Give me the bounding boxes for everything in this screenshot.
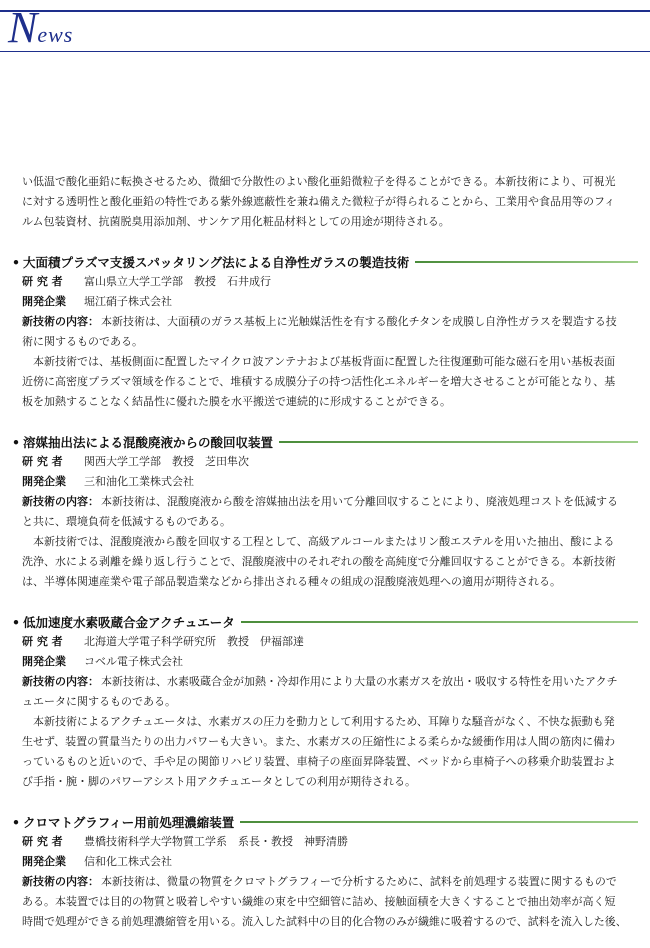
- researcher-row: [22, 632, 628, 652]
- content-line: [22, 512, 628, 532]
- content-line: [22, 312, 628, 332]
- company-value: 三和油化工業株式会社: [84, 475, 194, 488]
- content-text: 術に関するものである。: [22, 335, 143, 348]
- masthead: [0, 0, 650, 60]
- news-item-title-text: クロマトグラフィー用前処理濃縮装置: [23, 815, 235, 830]
- title-rule: [279, 441, 638, 443]
- content-text: 時間で処理ができる前処理濃縮管を用いる。流入した試料中の目的化合物のみが繊維に吸着するので、試料を流入した後、: [22, 915, 627, 928]
- content-line: [22, 672, 628, 692]
- content-text: 本新技術は、水素吸蔵合金が加熱・冷却作用により大量の水素ガスを放出・吸収する特性を用いたアクチ: [101, 675, 618, 688]
- intro-line: ルム包装資材、抗菌脱臭用添加剤、サンケア用化粧品材料としての用途が期待される。: [22, 215, 450, 228]
- news-item: [0, 812, 650, 932]
- content-label: 新技術の内容：: [22, 675, 99, 688]
- researcher-row: [22, 272, 628, 292]
- researcher-label: 研 究 者: [22, 275, 63, 288]
- intro-line: に対する透明性と酸化亜鉛の特性である紫外線遮蔽性を兼ね備えた微粒子が得られることから、工業用や食品用等のフィ: [22, 195, 616, 208]
- content-text: ある。本装置では目的の物質と吸着しやすい繊維の束を中空細管に詰め、接触面積を大きくすることで抽出効率が高く短: [22, 895, 616, 908]
- company-label: 開発企業: [22, 295, 66, 308]
- researcher-value: 豊橋技術科学大学物質工学系 系長・教授 神野清勝: [84, 835, 348, 848]
- content-line: [22, 872, 628, 892]
- logo-initial: N: [8, 3, 38, 52]
- body-line: び手指・腕・脚のパワーアシスト用アクチュエータとしての利用が期待される。: [22, 775, 417, 788]
- content-label: 新技術の内容：: [22, 875, 99, 888]
- content-label: 新技術の内容：: [22, 495, 99, 508]
- company-value: コベル電子株式会社: [84, 655, 183, 668]
- company-row: [22, 472, 628, 492]
- content-text: と共に、環境負荷を低減するものである。: [22, 515, 231, 528]
- top-rule: [0, 10, 650, 12]
- news-item: [0, 252, 650, 412]
- body-line: 板を加熱することなく結晶性に優れた膜を水平搬送で連続的に形成することができる。: [22, 395, 451, 408]
- researcher-label: 研 究 者: [22, 455, 63, 468]
- title-rule: [241, 621, 638, 623]
- content-line: [22, 492, 628, 512]
- researcher-value: 富山県立大学工学部 教授 石井成行: [84, 275, 271, 288]
- masthead-underline: [0, 51, 650, 52]
- bullet-icon: •: [12, 434, 20, 450]
- body-line: っているものと近いので、手や足の関節リハビリ装置、車椅子の座面昇降装置、ベッドから車椅子への移乗介助装置およ: [22, 755, 616, 768]
- news-item-title: [12, 612, 638, 632]
- news-item-title: [12, 812, 638, 832]
- intro-paragraph: [0, 172, 650, 232]
- company-row: [22, 652, 628, 672]
- news-item: [0, 612, 650, 792]
- news-item-title-text: 大面積プラズマ支援スパッタリング法による自浄性ガラスの製造技術: [23, 255, 410, 270]
- content-line: [22, 332, 628, 352]
- content-line: [22, 892, 628, 912]
- body-line: は、半導体関連産業や電子部品製造業などから排出される種々の組成の混酸廃液処理への適用が期待される。: [22, 575, 561, 588]
- company-value: 堀江硝子株式会社: [84, 295, 172, 308]
- title-rule: [240, 821, 638, 823]
- content-text: 本新技術は、微量の物質をクロマトグラフィーで分析するために、試料を前処理する装置に関するもので: [101, 875, 617, 888]
- title-rule: [415, 261, 638, 263]
- body-line: 本新技術では、混酸廃液から酸を回収する工程として、高級アルコールまたはリン酸エステルを用いた抽出、酸による: [33, 535, 615, 548]
- news-logo: [8, 3, 74, 52]
- logo-rest: ews: [37, 22, 74, 47]
- news-item: [0, 432, 650, 592]
- company-value: 信和化工株式会社: [84, 855, 172, 868]
- content-text: ュエータに関するものである。: [22, 695, 176, 708]
- body-line: 洗浄、水による剥離を繰り返し行うことで、混酸廃液中のそれぞれの酸を高純度で分離回収することができる。本新技術: [22, 555, 616, 568]
- researcher-label: 研 究 者: [22, 635, 63, 648]
- content-label: 新技術の内容：: [22, 315, 99, 328]
- researcher-label: 研 究 者: [22, 835, 63, 848]
- news-item-title: [12, 432, 638, 452]
- company-row: [22, 852, 628, 872]
- company-label: 開発企業: [22, 655, 66, 668]
- researcher-value: 北海道大学電子科学研究所 教授 伊福部達: [84, 635, 304, 648]
- body-line: 生せず、装置の質量当たりの出力パワーも大きい。また、水素ガスの圧縮性による柔らかな緩衝作用は人間の筋肉に備わ: [22, 735, 616, 748]
- content-text: 本新技術は、混酸廃液から酸を溶媒抽出法を用いて分離回収することにより、廃液処理コストを低減する: [101, 495, 618, 508]
- researcher-value: 関西大学工学部 教授 芝田隼次: [84, 455, 249, 468]
- researcher-row: [22, 452, 628, 472]
- researcher-row: [22, 832, 628, 852]
- news-item-title-text: 溶媒抽出法による混酸廃液からの酸回収装置: [23, 435, 274, 450]
- body-line: 本新技術によるアクチュエータは、水素ガスの圧力を動力として利用するため、耳障りな騒音がなく、不快な振動も発: [33, 715, 615, 728]
- company-label: 開発企業: [22, 855, 66, 868]
- article-body: [0, 172, 650, 932]
- body-line: 近傍に高密度プラズマ領域を作ることで、堆積する成膜分子の持つ活性化エネルギーを増大させることが可能となり、基: [22, 375, 616, 388]
- content-line: [22, 912, 628, 932]
- bullet-icon: •: [12, 614, 20, 630]
- content-line: [22, 692, 628, 712]
- content-text: 本新技術は、大面積のガラス基板上に光触媒活性を有する酸化チタンを成膜し自浄性ガラスを製造する技: [101, 315, 617, 328]
- body-line: 本新技術では、基板側面に配置したマイクロ波アンテナおよび基板背面に配置した往復運動可能な磁石を用い基板表面: [33, 355, 616, 368]
- company-row: [22, 292, 628, 312]
- bullet-icon: •: [12, 814, 20, 830]
- bullet-icon: •: [12, 254, 20, 270]
- company-label: 開発企業: [22, 475, 66, 488]
- news-item-title: [12, 252, 638, 272]
- intro-line: い低温で酸化亜鉛に転換させるため、微細で分散性のよい酸化亜鉛微粒子を得ることができる。本新技術により、可視光: [22, 175, 616, 188]
- news-item-title-text: 低加速度水素吸蔵合金アクチュエータ: [23, 615, 235, 630]
